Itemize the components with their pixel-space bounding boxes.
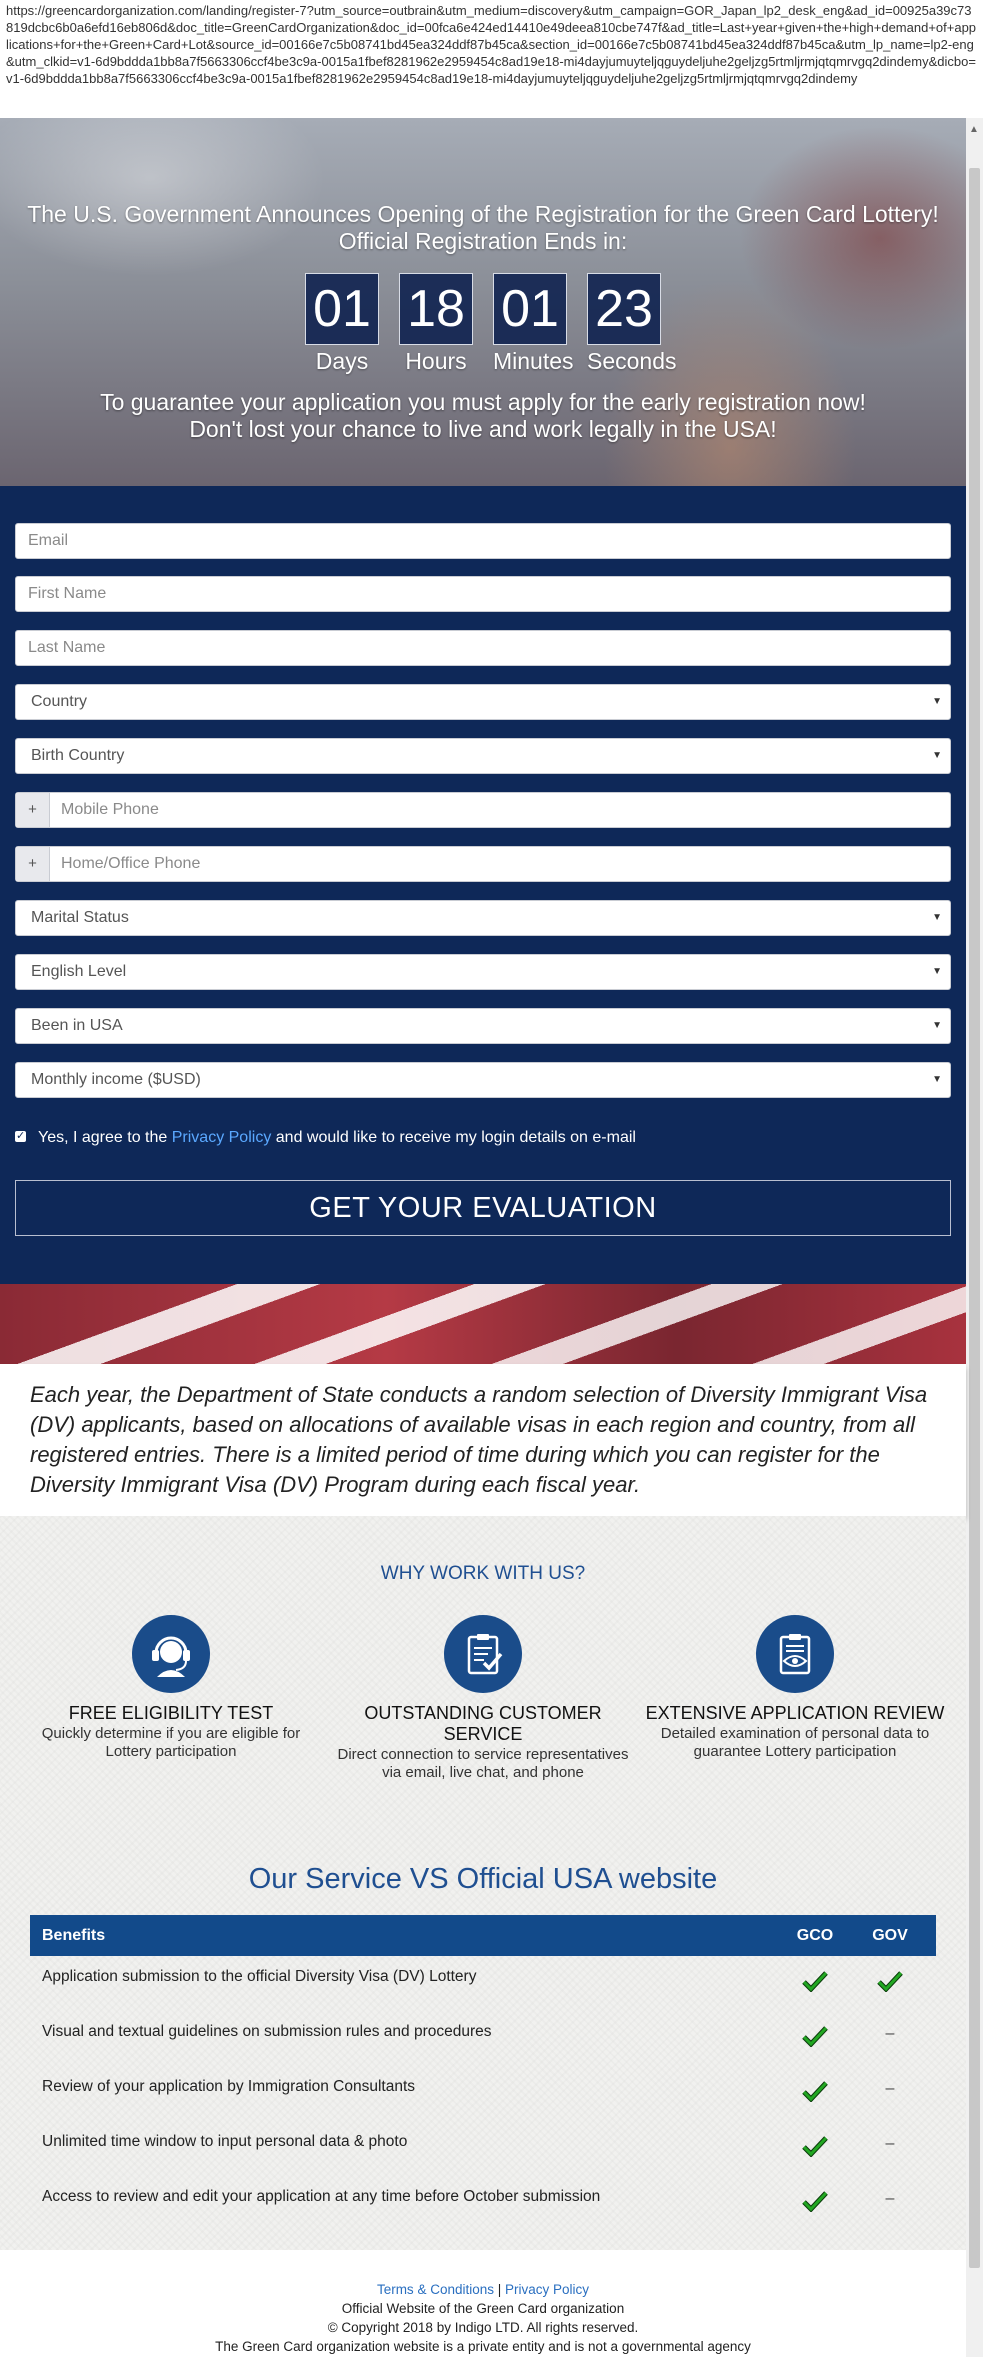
clipboard-check-icon bbox=[444, 1615, 522, 1693]
check-icon bbox=[870, 1970, 910, 1997]
birth-country-select[interactable] bbox=[15, 738, 951, 774]
check-icon bbox=[795, 2190, 835, 2217]
feature-customer-service bbox=[333, 1615, 633, 1782]
hero-section bbox=[0, 118, 966, 486]
been-in-usa-value: Been in USA bbox=[31, 1017, 123, 1034]
hero-headline bbox=[0, 118, 966, 255]
country-select[interactable] bbox=[15, 684, 951, 720]
dash-mark: – bbox=[885, 2190, 895, 2207]
dash-mark: – bbox=[885, 2135, 895, 2152]
comparison-table bbox=[30, 1915, 936, 2231]
check-icon bbox=[795, 2025, 835, 2052]
terms-link[interactable]: Terms & Conditions bbox=[376, 2282, 494, 2297]
table-row bbox=[30, 2011, 936, 2066]
dropdown-arrow-icon: ▼ bbox=[932, 696, 942, 707]
guarantee-line-1: To guarantee your application you must apply for the early registration now! bbox=[100, 389, 866, 415]
dash-mark: – bbox=[885, 2080, 895, 2097]
consent-checkbox[interactable] bbox=[15, 1131, 26, 1142]
registration-form bbox=[0, 486, 966, 1284]
guarantee-line-2: Don't lost your chance to live and work legally in the USA! bbox=[189, 416, 777, 442]
feature-desc: Quickly determine if you are eligible for Lottery participation bbox=[41, 1725, 301, 1760]
table-row bbox=[30, 1956, 936, 2011]
header-gco: GCO bbox=[796, 1927, 834, 1944]
benefit-text: Review of your application by Immigration Consultants bbox=[42, 2078, 416, 2095]
countdown-minutes bbox=[493, 273, 574, 375]
privacy-policy-link[interactable]: Privacy Policy bbox=[171, 1129, 272, 1146]
footer-disclaimer: The Green Card organization website is a private entity and is not a governmental agency bbox=[215, 2339, 751, 2354]
why-section bbox=[0, 1516, 966, 2250]
countdown-value: 01 bbox=[305, 273, 379, 345]
table-row bbox=[30, 2176, 936, 2231]
guarantee-text bbox=[0, 389, 966, 443]
feature-title: FREE ELIGIBILITY TEST bbox=[68, 1703, 274, 1723]
link-separator: | bbox=[497, 2282, 502, 2297]
country-value: Country bbox=[31, 693, 88, 710]
vertical-scrollbar[interactable] bbox=[966, 118, 983, 2357]
countdown-label: Minutes bbox=[493, 348, 574, 374]
countdown-value: 23 bbox=[587, 273, 661, 345]
mobile-phone-field[interactable] bbox=[15, 792, 951, 828]
clipboard-eye-icon bbox=[756, 1615, 834, 1693]
home-phone-placeholder: Home/Office Phone bbox=[61, 855, 201, 872]
benefit-text: Access to review and edit your application at any time before October submission bbox=[42, 2188, 601, 2205]
intro-paragraph: Each year, the Department of State conducts a random selection of Diversity Immigrant Visa (DV) applicants, based on allocations of available visas in each region and country, from all registered entries. There is a limited period of time during which you can register for the Diversity Immigrant Visa (DV) Program during each fiscal year. bbox=[30, 1382, 928, 1497]
countdown-label: Hours bbox=[405, 348, 467, 374]
been-in-usa-select[interactable] bbox=[15, 1008, 951, 1044]
scroll-thumb[interactable] bbox=[969, 168, 980, 2268]
feature-application-review bbox=[645, 1615, 945, 1761]
url-text: https://greencardorganization.com/landing/register-7?utm_source=outbrain&utm_medium=discovery&utm_campaign=GOR_Japan_lp2_desk_eng&ad_id=00925a39c73819dcbc6b0a6efd16eb806d&doc_title=GreenCardOrganization&doc_id=00fca6e424ed14410e49deea810cbe747f&ad_title=Last+year+given+the+high+demand+of+applications+for+the+Green+Card+Lot&source_id=00166e7c5b08741bd45ea324ddf87b45ca&section_id=00166e7c5b08741bd45ea324ddf87b45ca&utm_lp_name=lp2-eng&utm_clkid=v1-6d9bddda1bb8a7f5663306ccf4be3c9a-0015a1fbef8281962e2959454c8ad19e18-mi4dayjumuyteljqguydeljuhe2geljzg5rtmljrmjqtqmrvgq2dindemy&dicbo=v1-6d9bddda1bb8a7f5663306ccf4be3c9a-0015a1fbef8281962e2959454c8ad19e18-mi4dayjumuyteljqguydeljuhe2geljzg5rtmljrmjqtqmrvgq2dindemy bbox=[6, 3, 977, 86]
monthly-income-select[interactable] bbox=[15, 1062, 951, 1098]
page-footer bbox=[0, 2250, 966, 2357]
dv-intro-text bbox=[0, 1364, 966, 1516]
benefit-text: Application submission to the official Diversity Visa (DV) Lottery bbox=[42, 1968, 477, 1985]
headline-line-2: Official Registration Ends in: bbox=[338, 228, 628, 254]
scroll-up-arrow-icon[interactable]: ▲ bbox=[969, 124, 979, 135]
last-name-placeholder: Last Name bbox=[28, 639, 106, 656]
footer-links bbox=[0, 2280, 966, 2299]
consent-text-suffix: and would like to receive my login details on e-mail bbox=[275, 1129, 636, 1146]
birth-country-value: Birth Country bbox=[31, 747, 125, 764]
marital-status-select[interactable] bbox=[15, 900, 951, 936]
table-row bbox=[30, 2066, 936, 2121]
feature-title: OUTSTANDING CUSTOMER SERVICE bbox=[364, 1703, 602, 1744]
check-icon bbox=[795, 2080, 835, 2107]
monthly-income-value: Monthly income ($USD) bbox=[31, 1071, 201, 1088]
footer-copyright: © Copyright 2018 by Indigo LTD. All rights reserved. bbox=[327, 2320, 639, 2335]
feature-eligibility bbox=[21, 1615, 321, 1761]
countdown-seconds bbox=[587, 273, 677, 375]
feature-desc: Detailed examination of personal data to guarantee Lottery participation bbox=[660, 1725, 930, 1760]
countdown-value: 18 bbox=[399, 273, 473, 345]
headset-icon bbox=[132, 1615, 210, 1693]
header-gov: GOV bbox=[872, 1927, 908, 1944]
countdown-days bbox=[305, 273, 379, 375]
dropdown-arrow-icon: ▼ bbox=[932, 912, 942, 923]
comparison-title: Our Service VS Official USA website bbox=[248, 1863, 718, 1895]
feature-desc: Direct connection to service representatives via email, live chat, and phone bbox=[337, 1746, 629, 1781]
address-bar[interactable] bbox=[0, 0, 983, 118]
countdown-label: Days bbox=[315, 348, 369, 374]
feature-title: EXTENSIVE APPLICATION REVIEW bbox=[645, 1703, 945, 1723]
headline-line-1: The U.S. Government Announces Opening of the Registration for the Green Card Lottery! bbox=[27, 201, 939, 227]
dropdown-arrow-icon: ▼ bbox=[932, 1074, 942, 1085]
mobile-phone-placeholder: Mobile Phone bbox=[61, 801, 159, 818]
header-benefits: Benefits bbox=[42, 1927, 106, 1944]
phone-prefix: + bbox=[16, 793, 50, 827]
first-name-field[interactable] bbox=[15, 576, 951, 612]
check-icon bbox=[795, 1970, 835, 1997]
countdown-timer bbox=[0, 273, 966, 375]
benefit-text: Unlimited time window to input personal data & photo bbox=[42, 2133, 408, 2150]
home-phone-field[interactable] bbox=[15, 846, 951, 882]
privacy-consent bbox=[15, 1128, 636, 1148]
dropdown-arrow-icon: ▼ bbox=[932, 750, 942, 761]
footer-line-1: Official Website of the Green Card organization bbox=[341, 2301, 625, 2316]
table-header bbox=[30, 1915, 936, 1956]
last-name-field[interactable] bbox=[15, 630, 951, 666]
dropdown-arrow-icon: ▼ bbox=[932, 1020, 942, 1031]
benefit-text: Visual and textual guidelines on submission rules and procedures bbox=[42, 2023, 492, 2040]
marital-status-value: Marital Status bbox=[31, 909, 129, 926]
countdown-value: 01 bbox=[493, 273, 567, 345]
dash-mark: – bbox=[885, 2025, 895, 2042]
email-placeholder: Email bbox=[28, 532, 69, 549]
dropdown-arrow-icon: ▼ bbox=[932, 966, 942, 977]
english-level-value: English Level bbox=[31, 963, 127, 980]
phone-prefix: + bbox=[16, 847, 50, 881]
get-evaluation-button[interactable]: GET YOUR EVALUATION bbox=[15, 1180, 951, 1236]
check-icon bbox=[795, 2135, 835, 2162]
privacy-link[interactable]: Privacy Policy bbox=[505, 2282, 590, 2297]
first-name-placeholder: First Name bbox=[28, 585, 107, 602]
why-title: WHY WORK WITH US? bbox=[380, 1563, 586, 1584]
table-row bbox=[30, 2121, 936, 2176]
countdown-label: Seconds bbox=[587, 348, 677, 374]
email-field[interactable] bbox=[15, 523, 951, 559]
flag-banner-image bbox=[0, 1284, 966, 1364]
countdown-hours bbox=[399, 273, 473, 375]
consent-text-prefix: Yes, I agree to the bbox=[38, 1129, 168, 1146]
english-level-select[interactable] bbox=[15, 954, 951, 990]
